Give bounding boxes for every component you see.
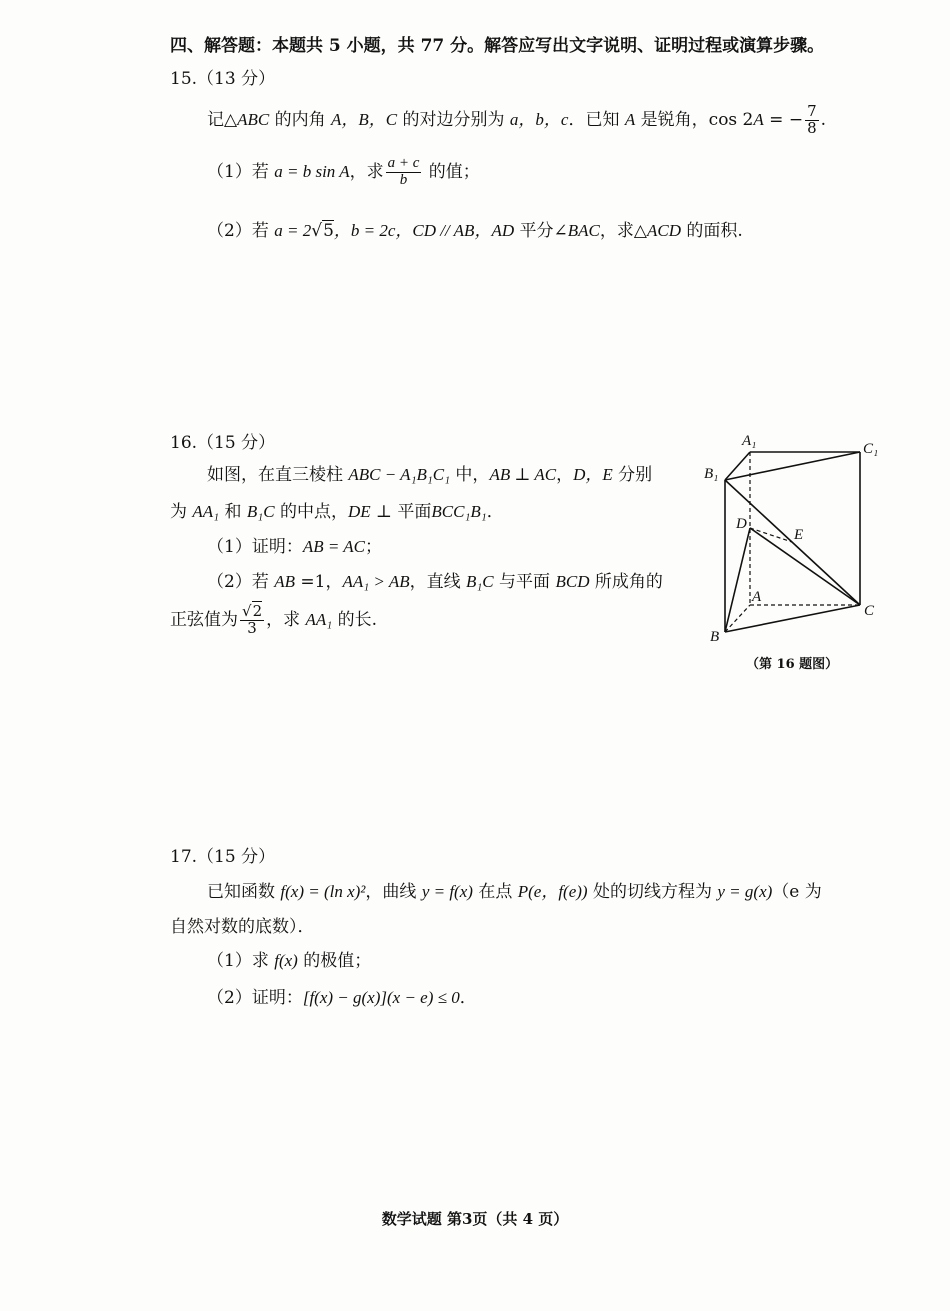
edge-b-c	[725, 605, 860, 632]
question-16-part-2: （2）若 AB =1，AA₁ > AB，直线 B₁C 与平面 BCD 所成角的	[207, 572, 663, 592]
question-15-part-1: （1）若 a = b sin A，求 $\frac{a + c}{b}$ 的值；	[207, 155, 480, 188]
question-16-line-2: 为 AA₁ 和 B₁C 的中点，DE ⊥ 平面BCC₁B₁．	[170, 502, 504, 522]
prism-figure	[690, 425, 900, 680]
label-c1: C₁	[863, 441, 879, 457]
question-15-stem: 记△ABC 的内角 A，B，C 的对边分别为 a，b，c．已知 A 是锐角，cos 2A = − $\frac{7}{8}$ .	[207, 102, 827, 137]
section-heading: 四、解答题：本题共 5 小题，共 77 分。解答应写出文字说明、证明过程或演算步骤。	[170, 36, 825, 56]
label-b: B	[710, 629, 720, 645]
segment-d-c	[750, 528, 860, 605]
segment-b1-c	[725, 480, 860, 605]
label-e: E	[794, 527, 804, 543]
question-17-part-2: （2）证明：[f(x) − g(x)](x − e) ≤ 0．	[207, 988, 477, 1008]
question-16-part-1: （1）证明：AB = AC；	[207, 537, 382, 557]
question-17-line-1: 已知函数 f(x) = (ln x)²，曲线 y = f(x) 在点 P(e，f(e)) 处的切线方程为 y = g(x)（e 为	[207, 882, 822, 902]
figure-caption: （第 16 题图）	[746, 657, 839, 672]
question-17-part-1: （1）求 f(x) 的极值；	[207, 951, 372, 971]
label-a: A	[752, 589, 762, 605]
question-16-number: 16.（15 分）	[170, 433, 276, 453]
fraction-sqrt2-over-3: $\frac{√2}{3}$	[242, 602, 263, 637]
question-16-part-2-cont: 正弦值为 $\frac{√2}{3}$ ，求 AA₁ 的长.	[170, 602, 378, 637]
label-a1: A₁	[742, 433, 757, 449]
fraction-7-8: $\frac{7}{8}$	[807, 102, 817, 137]
segment-b-d	[725, 528, 750, 632]
label-c: C	[864, 603, 875, 619]
question-15-number: 15.（13 分）	[170, 69, 276, 89]
fraction-a-plus-c-over-b: $\frac{a + c}{b}$	[387, 155, 420, 188]
page-footer: 数学试题 第3页（共 4 页）	[381, 1210, 569, 1228]
label-b1: B₁	[704, 466, 719, 482]
question-15-part-2: （2）若 a = 2√5，b = 2c，CD // AB，AD 平分∠BAC，求△ACD 的面积.	[207, 221, 743, 241]
hidden-segment-d-e	[750, 528, 792, 542]
question-17-number: 17.（15 分）	[170, 847, 276, 867]
label-d: D	[736, 516, 747, 532]
question-16-line-1: 如图，在直三棱柱 ABC − A₁B₁C₁ 中，AB ⊥ AC，D，E 分别	[207, 465, 653, 485]
question-17-line-2: 自然对数的底数）．	[170, 917, 315, 937]
